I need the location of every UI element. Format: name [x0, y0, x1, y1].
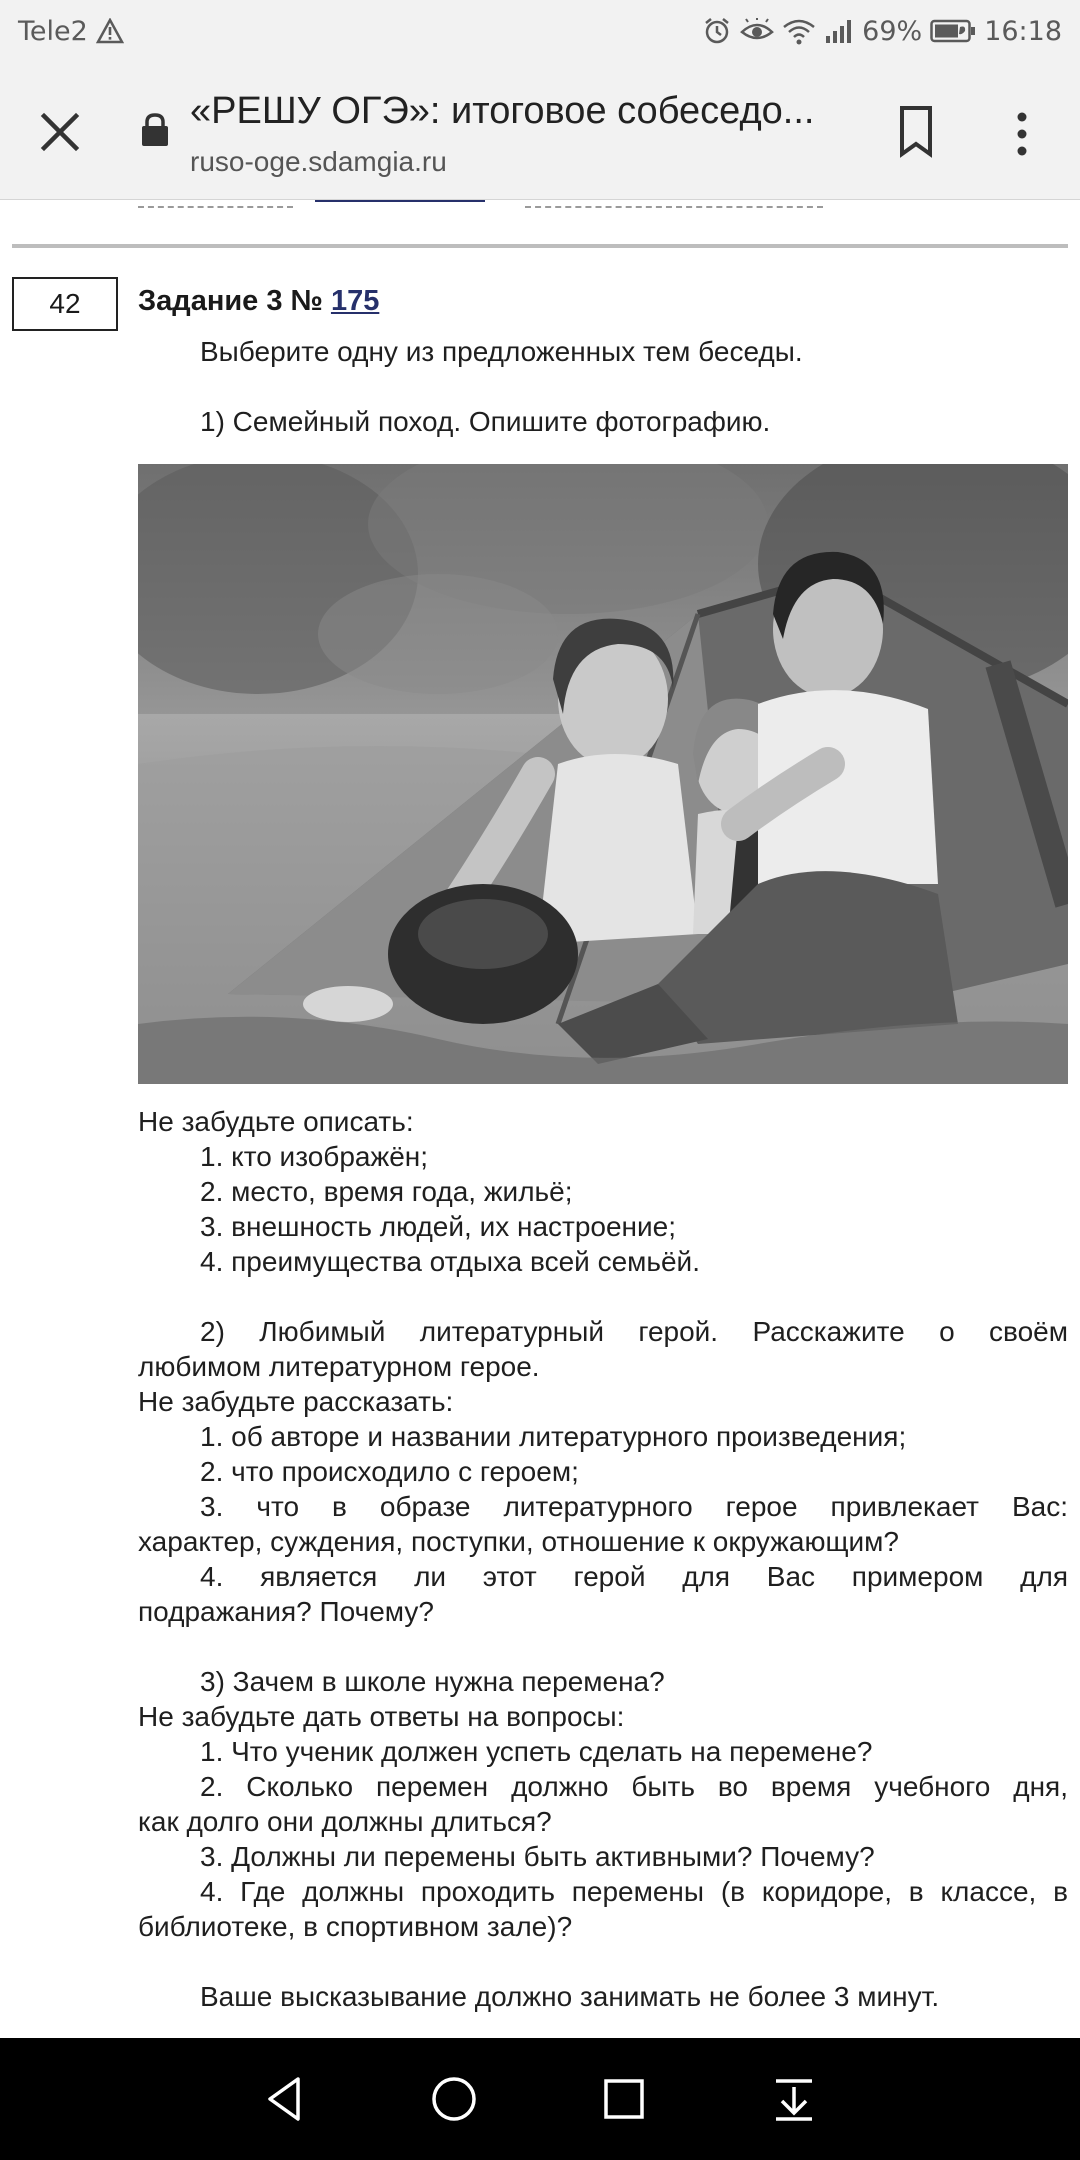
task-intro: Выберите одну из предложенных тем беседы. — [200, 336, 803, 367]
dashed-separator-right — [525, 206, 823, 208]
pull-down-icon — [766, 2071, 822, 2127]
clock: 16:18 — [984, 15, 1062, 47]
topic1-title: 1) Семейный поход. Опишите фотографию. — [200, 406, 771, 437]
topic1-item-2: 2. место, время года, жильё; — [200, 1176, 573, 1207]
page-content — [0, 200, 1080, 2038]
topic2-item-4-line2: подражания? Почему? — [138, 1596, 434, 1627]
signal-icon — [824, 18, 854, 44]
topic3-item-2-line2: как долго они должны длиться? — [138, 1806, 552, 1837]
status-bar — [0, 0, 1080, 62]
topic2-title-line2: любимом литературном герое. — [138, 1351, 540, 1382]
topic3-prompt: Не забудьте дать ответы на вопросы: — [138, 1701, 625, 1732]
topic2-item-4 — [138, 1559, 1068, 1629]
topic1-item-3: 3. внешность людей, их настроение; — [200, 1211, 677, 1242]
browser-toolbar — [0, 62, 1080, 200]
bookmark-icon — [892, 104, 940, 160]
close-button[interactable] — [36, 108, 84, 156]
topic2-prompt: Не забудьте рассказать: — [138, 1386, 454, 1417]
status-right — [702, 16, 1062, 47]
topic2-item-2: 2. что происходило с героем; — [200, 1456, 579, 1487]
topic3-title: 3) Зачем в школе нужна перемена? — [200, 1666, 665, 1697]
closing-note: Ваше высказывание должно занимать не более 3 минут. — [200, 1981, 940, 2012]
topic2-item-3-line1: 3. что в образе литературного герое привлекает Вас: — [200, 1491, 1068, 1522]
task-header — [138, 285, 379, 318]
topic1-item-4: 4. преимущества отдыха всей семьёй. — [200, 1246, 700, 1277]
topic2-item-4-line1: 4. является ли этот герой для Вас примером для — [200, 1561, 1068, 1592]
topic2-title — [138, 1314, 1068, 1384]
section-divider — [12, 244, 1068, 248]
lock-icon — [140, 112, 170, 148]
bookmark-button[interactable] — [892, 104, 940, 160]
topic1-prompt: Не забудьте описать: — [138, 1106, 414, 1137]
topic3-item-1: 1. Что ученик должен успеть сделать на перемене? — [200, 1736, 873, 1767]
more-menu-button[interactable] — [1002, 106, 1042, 162]
warning-icon — [96, 18, 124, 44]
topic2-item-3-line2: характер, суждения, поступки, отношение к окружающим? — [138, 1526, 899, 1557]
status-left — [18, 16, 124, 47]
nav-notifications-button[interactable] — [766, 2071, 822, 2127]
more-vert-icon — [1002, 106, 1042, 162]
topic3-item-2 — [138, 1769, 1068, 1839]
battery-percent: 69% — [862, 15, 923, 47]
home-circle-icon — [426, 2071, 482, 2127]
topic3-item-4-line2: библиотеке, в спортивном зале)? — [138, 1911, 573, 1942]
page-title[interactable]: «РЕШУ ОГЭ»: итоговое собеседо... — [190, 90, 815, 132]
battery-icon — [930, 19, 976, 43]
eye-comfort-icon — [740, 18, 774, 44]
cut-off-link[interactable] — [315, 194, 485, 202]
nav-home-button[interactable] — [426, 2071, 482, 2127]
carrier-label: Tele2 — [18, 15, 88, 47]
system-nav-bar — [0, 2038, 1080, 2160]
task-id-link[interactable]: 175 — [330, 285, 380, 317]
nav-recents-button[interactable] — [596, 2071, 652, 2127]
nav-back-button[interactable] — [258, 2071, 314, 2127]
dashed-separator-left — [138, 206, 293, 208]
wifi-icon — [782, 17, 816, 45]
family-camping-photo — [138, 464, 1068, 1084]
topic3-item-4 — [138, 1874, 1068, 1944]
recents-square-icon — [596, 2071, 652, 2127]
alarm-icon — [702, 16, 732, 46]
topic3-item-3: 3. Должны ли перемены быть активными? Почему? — [200, 1841, 875, 1872]
task-index-box: 42 — [12, 277, 118, 331]
back-triangle-icon — [258, 2071, 314, 2127]
topic2-item-1: 1. об авторе и названии литературного произведения; — [200, 1421, 907, 1452]
topic3-item-2-line1: 2. Сколько перемен должно быть во время учебного дня, — [200, 1771, 1068, 1802]
topic2-item-3 — [138, 1489, 1068, 1559]
topic2-title-line1: 2) Любимый литературный герой. Расскажите о своём — [200, 1316, 1068, 1347]
topic3-item-4-line1: 4. Где должны проходить перемены (в коридоре, в классе, в — [200, 1876, 1068, 1907]
topic1-item-1: 1. кто изображён; — [200, 1141, 429, 1172]
page-url[interactable]: ruso-oge.sdamgia.ru — [190, 146, 447, 177]
task-header-label: Задание 3 № — [138, 285, 323, 317]
close-icon — [36, 108, 84, 156]
